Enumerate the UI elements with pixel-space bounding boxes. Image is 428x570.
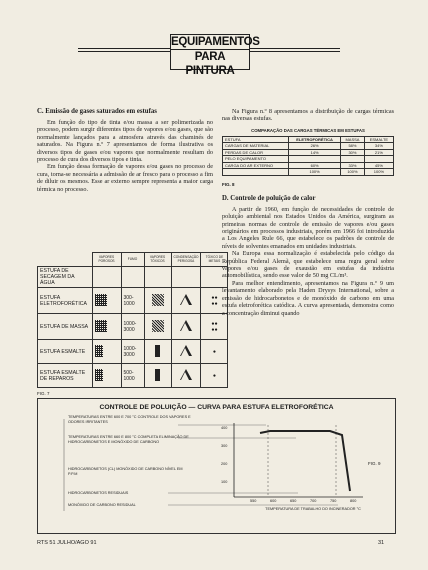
right-column — [222, 108, 394, 317]
fig9-y-tick: 100 — [221, 480, 228, 484]
footer-left: RTS 51 JULHO/AGO 91 — [37, 540, 97, 546]
table-row: CARGA DO AR EXTERNO 60% 33% 45% — [223, 162, 394, 169]
section-c — [37, 108, 213, 193]
fig7-row-label: ESTUFA ESMALTE DE REPAROS — [38, 364, 93, 388]
triangle-icon — [180, 294, 192, 305]
fig7-row-label: ESTUFA ESMALTE — [38, 340, 93, 364]
fig7-row-value: 300-1000 — [121, 288, 144, 314]
bar-icon — [155, 345, 160, 357]
fig9-plot — [38, 399, 395, 533]
dot-icon: ● — [201, 340, 228, 364]
fig9-x-tick: 750 — [330, 499, 337, 503]
fig9-y-tick: 300 — [221, 444, 228, 448]
section-c-paragraph-2: Em função dessa formação de vapores e/ou gases no processo de cura, torna-se necessária a admissão de ar fresco para o processo a fim de diluir os mesmos. Esse ar externo sempre representa a maior carga térmica no processo. — [37, 163, 213, 193]
table-row — [38, 288, 228, 314]
fig9 — [37, 398, 396, 534]
fig9-note: TEMPERATURAS ENTRE 660 E 800 °C COMPLETA ELIMINAÇÃO DE HIDROCARBONETOS E MONÓXIDO DE CARBONO — [68, 435, 189, 444]
fig9-note: HIDROCARBONETOS (CL) MONÓXIDO DE CARBONO NÍVEL EM P.P.M — [68, 467, 183, 476]
fig9-x-tick: 550 — [250, 499, 257, 503]
table-row — [38, 364, 228, 388]
section-d-paragraph-2: Na Europa essa normalização é estabelecida pelo código da República Federal Alemã, que estabelece uma regra geral sobre vapores e/ou gases de exaustão em estufas da indústria automobilística, sendo esse valor de 50 mg CL/m³. — [222, 250, 394, 280]
fig9-label: FIG. 9 — [368, 461, 381, 466]
fig8-intro: Na Figura n.º 8 apresentamos a distribuição de cargas térmicas nas diversas estufas. — [222, 108, 394, 123]
table-row — [38, 340, 228, 364]
fig7-row-value: 1000-3000 — [121, 340, 144, 364]
table-row: CARGAS DE MATERIAL 26% 58% 34% — [223, 143, 394, 150]
triangle-icon — [180, 320, 192, 331]
table-row — [38, 267, 228, 288]
fig7 — [37, 252, 228, 396]
fig8-header: ELETROFORÉTICA — [289, 136, 341, 143]
header-line-1: EQUIPAMENTOS — [171, 36, 260, 48]
fig7-row-value: 1000-3000 — [121, 314, 144, 340]
header-rule-right — [248, 48, 340, 49]
fig9-note: TEMPERATURAS ENTRE 600 E 700 °C CONTROLE DOS VAPORES E ODORES IRRITANTES — [68, 415, 191, 424]
pattern-hatch-icon — [152, 294, 164, 306]
section-d-heading: D. Controle de poluição de calor — [222, 194, 316, 202]
fig8-header: ESMALTE — [364, 136, 393, 143]
triangle-icon — [180, 369, 192, 380]
fig9-x-tick: 600 — [270, 499, 277, 503]
fig7-table — [37, 252, 228, 388]
pattern-dense-icon — [95, 294, 107, 306]
fig9-y-tick: 200 — [221, 462, 228, 466]
fig7-row-label: ESTUFA DE SECAGEM DA ÁGUA — [38, 267, 93, 288]
section-c-heading: C. Emissão de gases saturados em estufas — [37, 108, 157, 115]
section-c-paragraph-1: Em função do tipo de tinta e/ou massa a ser polimerizada no processo, podem surgir diferentes tipos de vapores e/ou gases, que são normalmente lançados para a atmosfera através das chaminés de saturados. Na Figura n.º 7 apresentamos de forma ilustrativa os diversos tipos de gases e/ou vapores que normalmente resultam do processo de cura dos diversos tipos e tinta. — [37, 119, 213, 164]
fig9-x-tick: 700 — [310, 499, 317, 503]
section-d-paragraph-3: Para melhor entendimento, apresentamos na Figura n.º 9 um levantamento elaborado pela Haden Drysys International, sobre a emissão de hidrocarbonetos e de monóxido de carbono em uma estufa eletroforética catódica. A curva apresentada, demonstra como a concentração diminui quando — [222, 279, 394, 317]
fig8-title: COMPARAÇÃO DAS CARGAS TÉRMICAS EM ESTUFAS — [251, 127, 365, 133]
fig7-header: TÓXICO DE METAIS — [201, 253, 228, 267]
fig7-label: FIG. 7 — [37, 391, 50, 396]
fig8-header: MASSA — [341, 136, 365, 143]
fig9-x-tick: 800 — [350, 499, 357, 503]
fig7-header: VAPORES POROSOS — [92, 253, 121, 267]
dots-icon: ●● ●● — [201, 314, 228, 340]
pattern-dense-icon — [95, 369, 103, 381]
fig7-row-label: ESTUFA DE MASSA — [38, 314, 93, 340]
dot-icon: ● — [201, 364, 228, 388]
fig9-xlabel: TEMPERATURA DE TRABALHO DO INCINERADOR °C — [265, 507, 361, 511]
page-number: 31 — [378, 540, 385, 546]
header-rule-left — [78, 48, 170, 49]
pattern-dense-icon — [95, 320, 107, 332]
table-row: 100% 100% 100% — [223, 169, 394, 176]
table-row: PERDAS DE CALOR 14% 30% 21% — [223, 149, 394, 156]
fig8-header: ESTUFA — [223, 136, 289, 143]
fig8-table — [222, 136, 394, 176]
table-row — [38, 314, 228, 340]
fig7-row-label: ESTUFA ELETROFORÉTICA — [38, 288, 93, 314]
fig7-header: FUMO — [121, 253, 144, 267]
table-row: PELO EQUIPAMENTO — [223, 156, 394, 163]
fig9-note: HIDROCARBONETOS RESIDUAIS — [68, 491, 129, 495]
fig9-title: CONTROLE DE POLUIÇÃO — CURVA PARA ESTUFA ELETROFORÉTICA — [99, 404, 334, 411]
fig9-y-tick: 400 — [221, 426, 228, 430]
header-line-2: PARA PINTURA — [171, 49, 249, 78]
header-rule-right-2 — [248, 51, 340, 52]
header-rule-left-2 — [78, 51, 170, 52]
bar-icon — [155, 369, 160, 381]
section-d-paragraph-1: A partir de 1960, em função de necessidades de controle de poluição ambiental nos Estados Unidos da América, surgiram as primeiras normas de controle de emissão de vapores e/ou gases originários em processos industriais, porém em 1966 foi introduzida a Los Angeles Rule 66, que estabelece os padrões de controle de níveis de solventes emanados em unidades industriais. — [222, 205, 394, 250]
dots-icon: ●● ●● — [201, 288, 228, 314]
pattern-hatch-icon — [152, 320, 164, 332]
fig9-note: MONÓXIDO DE CARBONO RESIDUAL — [68, 503, 136, 507]
fig7-row-value: 500-1000 — [121, 364, 144, 388]
section-header — [170, 34, 260, 77]
triangle-icon — [180, 345, 192, 356]
fig7-header: VAPORES TÓXICOS — [144, 253, 171, 267]
fig8-label: FIG. 8 — [222, 181, 235, 187]
fig9-x-tick: 650 — [290, 499, 297, 503]
pattern-dense-icon — [95, 345, 103, 357]
fig7-header: CONDENSAÇÃO PERIGOSA — [171, 253, 201, 267]
